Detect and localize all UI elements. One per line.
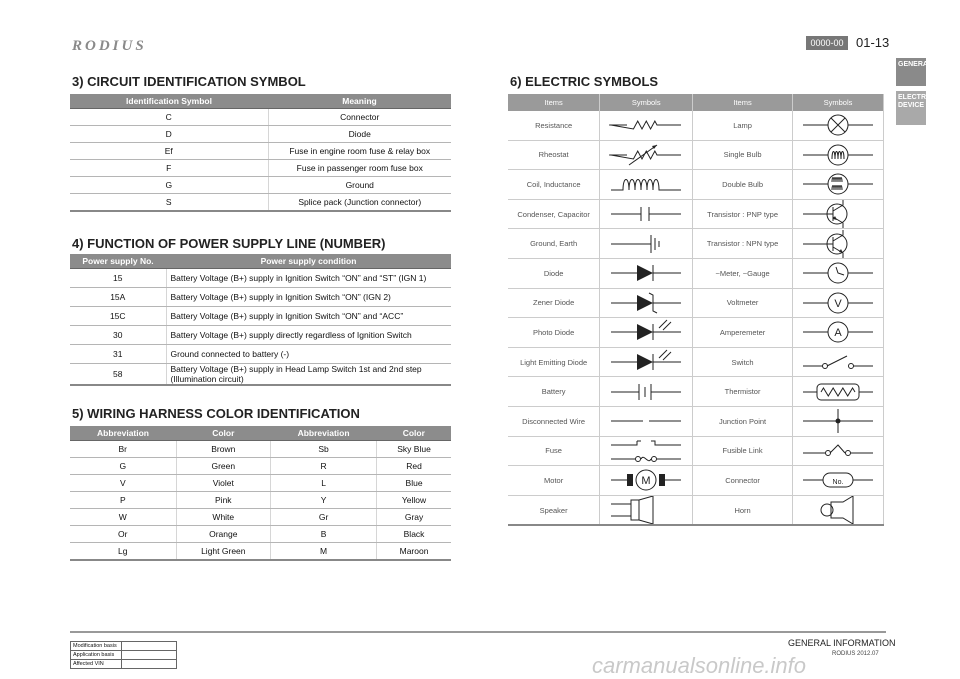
power-supply-table [70,254,451,386]
table-cell: Br [70,441,176,458]
coil-icon [600,170,692,198]
table-cell: Blue [377,475,451,492]
table-cell: G [70,177,268,194]
col-header: Power supply condition [166,254,451,269]
symbol-cell [600,406,693,436]
col-header: Identification Symbol [70,94,268,109]
table-cell: 15 [70,269,166,288]
symbol-cell [600,347,693,377]
symbol-item-label: Switch [693,347,793,377]
symbol-item-label: Speaker [508,495,600,525]
tab-electric-device[interactable]: ELECTRIC DEVICE [896,91,926,125]
table-cell: 15C [70,307,166,326]
table-cell: Pink [176,492,271,509]
symbol-cell [600,318,693,348]
table-row [70,326,451,345]
symbol-cell [793,318,884,348]
symbol-cell [600,436,693,466]
table-row [70,109,451,126]
table-cell: Battery Voltage (B+) supply in Ignition Switch “ON” and “ACC” [166,307,451,326]
meter-icon [793,259,883,287]
horn-icon [793,496,883,524]
symbol-cell [600,229,693,259]
table-cell: Violet [176,475,271,492]
table-cell: Sb [271,441,377,458]
table-cell: M [271,543,377,561]
symbol-cell [793,288,884,318]
connector-icon [793,466,883,494]
table-row [70,288,451,307]
footer-date: RODIUS 2012.07 [832,651,879,657]
symbol-item-label: Voltmeter [693,288,793,318]
col-header: Abbreviation [70,426,176,441]
wiring-color-table [70,426,451,561]
symbol-row [508,288,884,318]
table-cell: Yellow [377,492,451,509]
table-cell: D [70,126,268,143]
table-row [70,345,451,364]
footer-section-name: GENERAL INFORMATION [788,638,896,648]
col-header: Items [693,94,793,111]
table-row [70,441,451,458]
icon-glyph: No. [832,479,844,487]
symbol-cell [600,170,693,200]
watermark-text: carmanualsonline.info [592,653,807,678]
resistor-icon [600,111,692,139]
symbol-row [508,495,884,525]
symbol-item-label: Transistor : PNP type [693,199,793,229]
symbol-cell [793,140,884,170]
diode-icon [600,259,692,287]
section-code-badge: 0000-00 [806,36,848,50]
capacitor-icon [600,200,692,228]
table-cell: Battery Voltage (B+) supply in Ignition Switch “ON” (IGN 2) [166,288,451,307]
symbol-item-label: Disconnected Wire [508,406,600,436]
col-header: Color [377,426,451,441]
table-row [70,526,451,543]
col-header: Meaning [268,94,451,109]
electric-symbols-table [508,94,884,526]
symbol-item-label: Battery [508,377,600,407]
symbol-cell [600,111,693,140]
mod-label: Modification basis [71,642,122,651]
symbol-item-label: Coil, Inductance [508,170,600,200]
symbol-cell [793,406,884,436]
symbol-row [508,406,884,436]
junction-point-icon [793,407,883,435]
photo-diode-icon [600,318,692,346]
col-header: Color [176,426,271,441]
symbol-row [508,347,884,377]
symbol-row [508,436,884,466]
symbol-cell [600,258,693,288]
table-row [70,177,451,194]
symbol-cell [793,229,884,259]
symbol-item-label: Transistor : NPN type [693,229,793,259]
table-cell: C [70,109,268,126]
symbol-row [508,466,884,496]
table-cell: Diode [268,126,451,143]
col-header: Symbols [600,94,693,111]
table-cell: S [70,194,268,212]
table-cell: Green [176,458,271,475]
symbol-item-label: Ground, Earth [508,229,600,259]
symbol-cell [793,170,884,200]
symbol-item-label: Double Bulb [693,170,793,200]
table-row [70,509,451,526]
table-cell: Fuse in passenger room fuse box [268,160,451,177]
table-cell: L [271,475,377,492]
symbol-item-label: Thermistor [693,377,793,407]
symbol-row [508,377,884,407]
table-cell: Y [271,492,377,509]
modification-table [70,641,177,669]
symbol-item-label: Single Bulb [693,140,793,170]
icon-glyph: A [834,327,842,340]
col-header: Symbols [793,94,884,111]
symbol-item-label: Amperemeter [693,318,793,348]
switch-icon [793,348,883,376]
voltmeter-icon [793,289,883,317]
symbol-cell [600,288,693,318]
symbol-item-label: Rheostat [508,140,600,170]
table-cell: B [271,526,377,543]
motor-icon [600,466,692,494]
symbol-item-label: Connector [693,466,793,496]
symbol-cell [600,140,693,170]
symbol-item-label: Zener Diode [508,288,600,318]
footer-divider [70,631,886,633]
icon-glyph: M [641,475,651,488]
table-cell: G [70,458,176,475]
thermistor-icon [793,378,883,406]
symbol-item-label: Fuse [508,436,600,466]
symbol-cell [793,111,884,140]
col-header: Power supply No. [70,254,166,269]
symbol-item-label: Motor [508,466,600,496]
table-cell: Or [70,526,176,543]
symbol-item-label: ~Meter, ~Gauge [693,258,793,288]
symbol-item-label: Lamp [693,111,793,140]
brand-logo: RODIUS [72,38,147,54]
table-row [70,475,451,492]
table-cell: Gr [271,509,377,526]
double-bulb-icon [793,170,883,198]
npn-transistor-icon [793,230,883,258]
col-header: Abbreviation [271,426,377,441]
table-cell: Splice pack (Junction connector) [268,194,451,212]
symbol-cell [793,466,884,496]
icon-glyph: V [834,297,842,310]
table-cell: Fuse in engine room fuse & relay box [268,143,451,160]
electric-section-title: 6) ELECTRIC SYMBOLS [510,74,659,89]
symbol-cell [793,495,884,525]
table-row [70,543,451,561]
symbol-cell [600,199,693,229]
wiring-section-title: 5) WIRING HARNESS COLOR IDENTIFICATION [72,406,360,421]
table-cell: Gray [377,509,451,526]
table-cell: F [70,160,268,177]
fuse-icon [600,437,692,465]
table-row [70,458,451,475]
symbol-cell [793,347,884,377]
table-cell: Lg [70,543,176,561]
table-cell: Ef [70,143,268,160]
table-cell: W [70,509,176,526]
table-cell: Light Green [176,543,271,561]
table-row [70,194,451,212]
symbol-cell [793,436,884,466]
symbol-row [508,258,884,288]
symbol-item-label: Horn [693,495,793,525]
table-cell: R [271,458,377,475]
symbol-item-label: Fusible Link [693,436,793,466]
table-cell: P [70,492,176,509]
amperemeter-icon [793,318,883,346]
rheostat-icon [600,141,692,169]
symbol-row [508,229,884,259]
symbol-cell [600,466,693,496]
table-row [70,269,451,288]
symbol-row [508,318,884,348]
table-cell: Ground connected to battery (-) [166,345,451,364]
table-row [70,160,451,177]
symbol-item-label: Photo Diode [508,318,600,348]
symbol-item-label: Junction Point [693,406,793,436]
table-cell: Red [377,458,451,475]
table-row [70,492,451,509]
table-row [70,126,451,143]
symbol-item-label: Resistance [508,111,600,140]
speaker-icon [600,496,692,524]
symbol-cell [793,377,884,407]
table-cell: V [70,475,176,492]
table-cell: Connector [268,109,451,126]
table-cell: White [176,509,271,526]
symbol-row [508,199,884,229]
table-cell: Maroon [377,543,451,561]
symbol-cell [793,258,884,288]
symbol-row [508,111,884,140]
table-cell: 15A [70,288,166,307]
ground-icon [600,230,692,258]
led-icon [600,348,692,376]
table-cell: 30 [70,326,166,345]
symbol-cell [600,377,693,407]
tab-general[interactable]: GENERAL [896,58,926,86]
circuit-id-table [70,94,451,212]
symbol-row [508,140,884,170]
mod-label: Affected VIN [71,660,122,669]
symbol-cell [793,199,884,229]
table-row [70,364,451,386]
table-cell: Battery Voltage (B+) supply in Head Lamp Switch 1st and 2nd step (Illumination circuit) [166,364,451,386]
col-header: Items [508,94,600,111]
lamp-icon [793,111,883,139]
table-cell: Ground [268,177,451,194]
table-cell: Black [377,526,451,543]
disconnected-wire-icon [600,407,692,435]
symbol-item-label: Condenser, Capacitor [508,199,600,229]
symbol-item-label: Diode [508,258,600,288]
table-cell: Orange [176,526,271,543]
fusible-link-icon [793,437,883,465]
mod-label: Application basis [71,651,122,660]
power-section-title: 4) FUNCTION OF POWER SUPPLY LINE (NUMBER) [72,236,386,251]
symbol-row [508,170,884,200]
table-cell: Battery Voltage (B+) supply in Ignition Switch “ON” and “ST” (IGN 1) [166,269,451,288]
table-cell: Battery Voltage (B+) supply directly regardless of Ignition Switch [166,326,451,345]
table-cell: 58 [70,364,166,386]
battery-icon [600,378,692,406]
page-number: 01-13 [856,35,890,50]
pnp-transistor-icon [793,200,883,228]
symbol-cell [600,495,693,525]
table-row [70,307,451,326]
table-cell: 31 [70,345,166,364]
single-bulb-icon [793,141,883,169]
zener-diode-icon [600,289,692,317]
table-row [70,143,451,160]
table-cell: Brown [176,441,271,458]
symbol-item-label: Light Emitting Diode [508,347,600,377]
circuit-section-title: 3) CIRCUIT IDENTIFICATION SYMBOL [72,74,306,89]
table-cell: Sky Blue [377,441,451,458]
